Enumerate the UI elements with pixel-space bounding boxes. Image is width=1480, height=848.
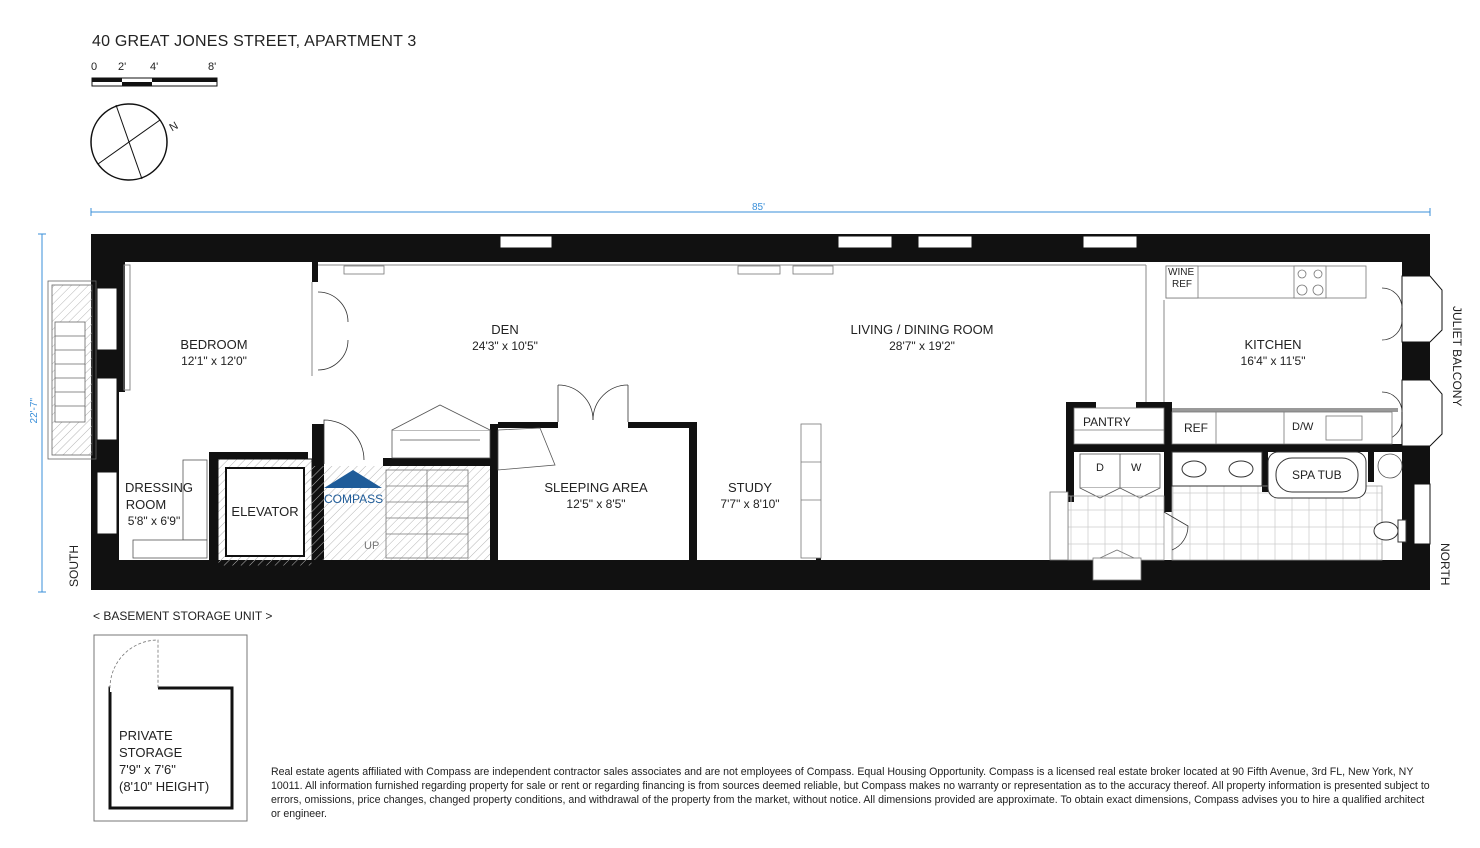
room-name-sleeping: SLEEPING AREA bbox=[544, 480, 648, 495]
basement-label: < BASEMENT STORAGE UNIT > bbox=[93, 609, 273, 623]
storage-line-4: (8'10" HEIGHT) bbox=[119, 779, 210, 794]
scale-bar bbox=[92, 78, 217, 86]
dryer-label: D bbox=[1096, 462, 1104, 474]
room-dim-living: 28'7" x 19'2" bbox=[889, 339, 955, 353]
windows-south bbox=[97, 288, 117, 534]
scale-label-8: 8' bbox=[208, 61, 217, 73]
compass-label: COMPASS bbox=[324, 492, 384, 506]
room-name-den: DEN bbox=[491, 322, 519, 337]
scale-label-0: 0 bbox=[91, 61, 98, 73]
room-name-living: LIVING / DINING ROOM bbox=[850, 322, 994, 337]
stairs bbox=[306, 466, 490, 560]
wine-ref-label-1: WINE bbox=[1168, 267, 1195, 278]
wine-ref-label-2: REF bbox=[1172, 279, 1192, 290]
stairs-up-label: UP bbox=[364, 540, 380, 552]
north-label: NORTH bbox=[1438, 543, 1452, 586]
compass-rose-icon bbox=[91, 104, 167, 180]
fire-escape bbox=[48, 281, 96, 459]
room-dim-den: 24'3" x 10'5" bbox=[472, 339, 538, 353]
shower bbox=[1378, 454, 1402, 478]
laundry bbox=[1080, 454, 1160, 498]
room-dim-study: 7'7" x 8'10" bbox=[720, 497, 780, 511]
toilet-icon bbox=[1374, 520, 1406, 542]
room-dim-sleeping: 12'5" x 8'5" bbox=[566, 497, 626, 511]
storage-line-2: STORAGE bbox=[119, 745, 183, 760]
page-title: 40 GREAT JONES STREET, APARTMENT 3 bbox=[92, 33, 417, 50]
thin-partitions bbox=[124, 265, 1164, 402]
storage-label bbox=[119, 727, 209, 795]
pantry-label: PANTRY bbox=[1083, 415, 1131, 429]
disclaimer-text: Real estate agents affiliated with Compass are independent contractor sales associates and are not employees of Compass. Equal Housing Opportunity. Compass is a licensed real estate broker located at 90 Fifth Avenue, 3rd FL, New York, NY 10011. All information furnished regarding property for sale or rent or regarding financing is from sources deemed reliable, but Compass makes no warranty or representation as to the accuracy thereof. All property information is presented subject to errors, omissions, price changes, changed property conditions, and withdrawal of the property from the market, without notice. All dimensions provided are approximate. To obtain exact dimensions, Compass advises you to hire a qualified architect or engineer. bbox=[271, 766, 1430, 820]
dishwasher-label: D/W bbox=[1292, 421, 1314, 433]
compass-north-label: N bbox=[167, 119, 181, 135]
room-name-dressing-1: DRESSING bbox=[125, 480, 193, 495]
height-dimension: 22'-7" bbox=[29, 398, 40, 424]
room-name-dressing-2: ROOM bbox=[125, 497, 167, 512]
room-dim-kitchen: 16'4" x 11'5" bbox=[1240, 354, 1306, 368]
room-dim-bedroom: 12'1" x 12'0" bbox=[181, 354, 247, 368]
width-dimension: 85' bbox=[752, 202, 766, 213]
room-name-bedroom: BEDROOM bbox=[180, 337, 248, 352]
ref-label: REF bbox=[1184, 421, 1208, 435]
spa-tub-label: SPA TUB bbox=[1292, 468, 1342, 482]
room-dim-dressing: 5'8" x 6'9" bbox=[127, 514, 181, 528]
washer-label: W bbox=[1131, 462, 1142, 474]
storage-line-3: 7'9" x 7'6" bbox=[119, 762, 176, 777]
south-label: SOUTH bbox=[67, 545, 81, 587]
storage-line-1: PRIVATE bbox=[119, 728, 173, 743]
room-name-study: STUDY bbox=[727, 480, 773, 495]
scale-label-2: 2' bbox=[118, 61, 127, 73]
scale-label-4: 4' bbox=[150, 61, 159, 73]
room-name-kitchen: KITCHEN bbox=[1244, 337, 1302, 352]
study-column bbox=[801, 424, 821, 558]
radiators bbox=[344, 266, 833, 274]
vanity-sinks bbox=[1172, 452, 1262, 486]
room-name-elevator: ELEVATOR bbox=[231, 504, 299, 519]
juliet-balcony-label: JULIET BALCONY bbox=[1450, 306, 1464, 407]
